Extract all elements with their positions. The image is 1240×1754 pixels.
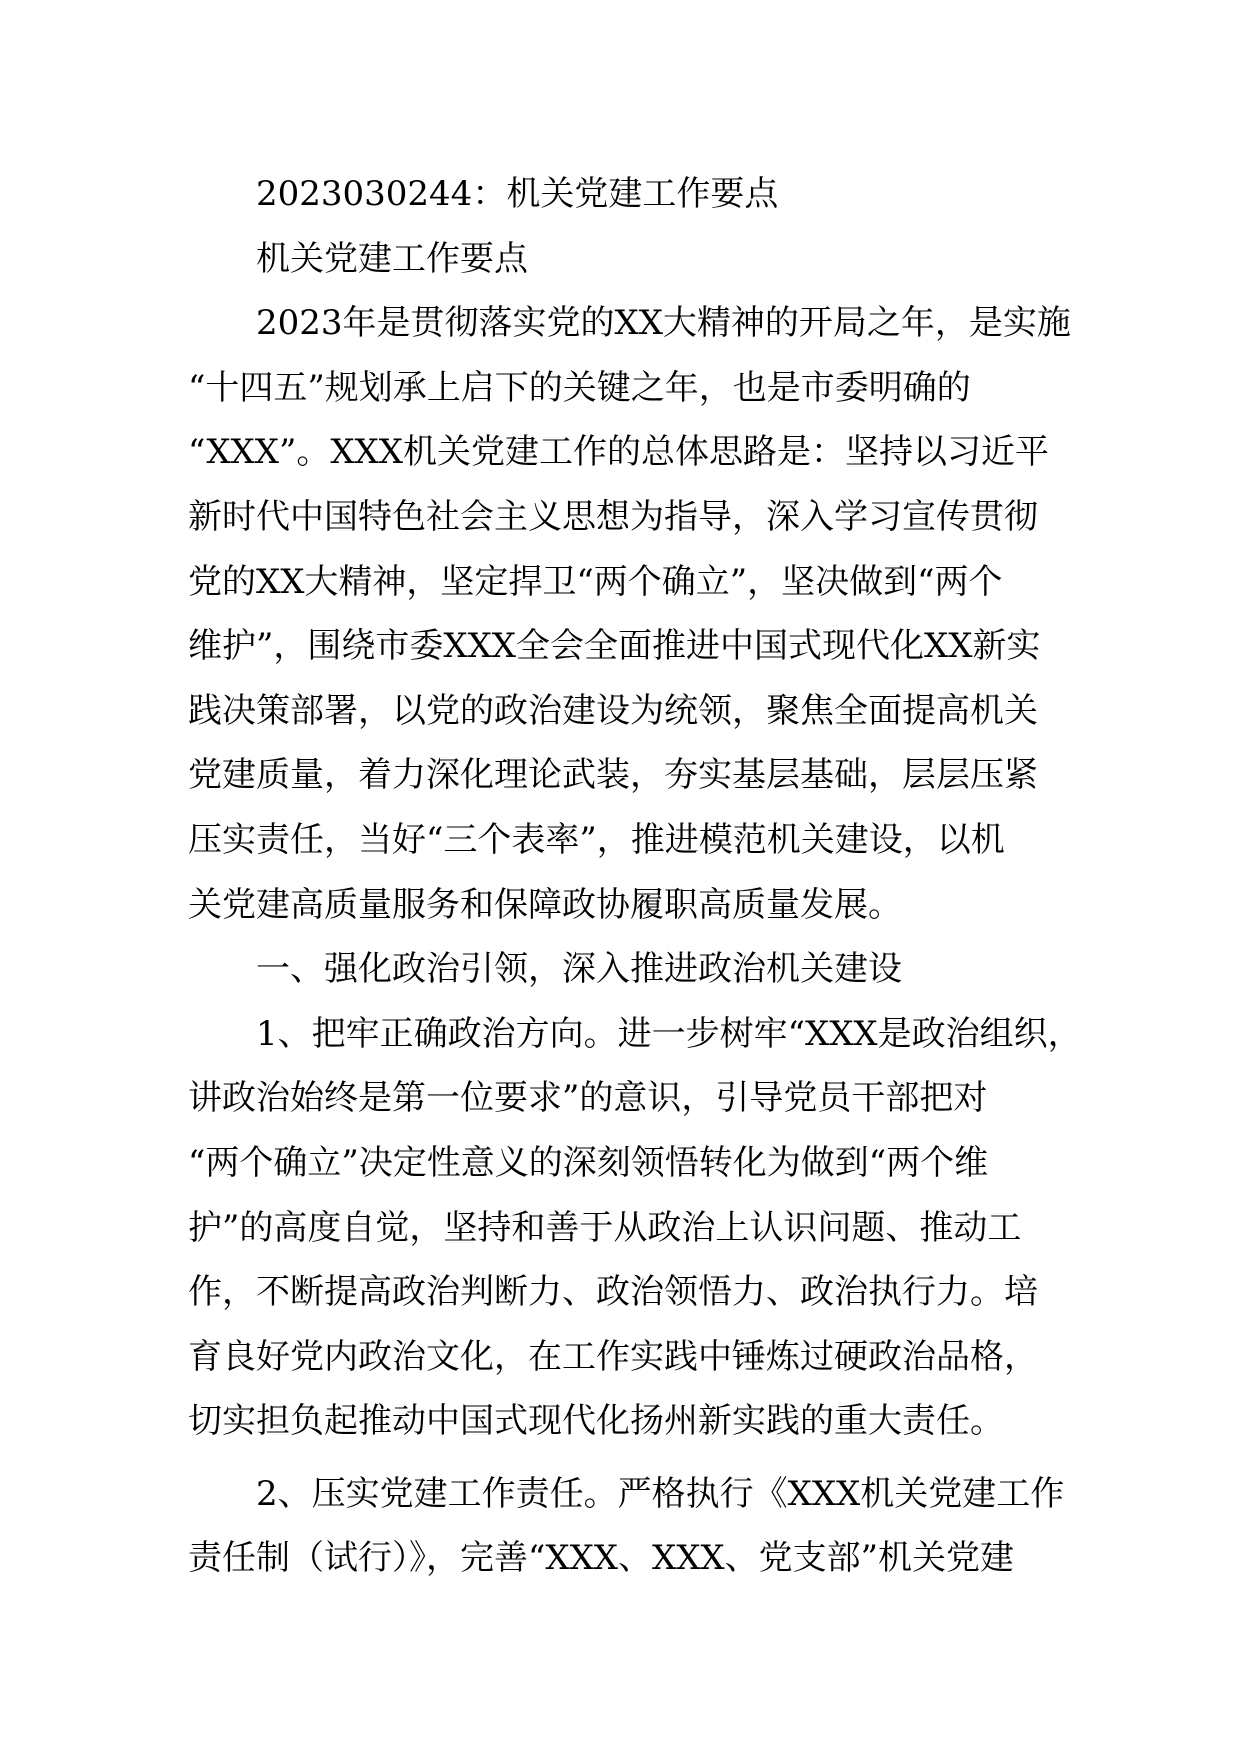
item-1-line: 1、把牢正确政治方向。进一步树牢“XXX是政治组织， <box>188 1013 1082 1054</box>
intro-line: 新时代中国特色社会主义思想为指导，深入学习宣传贯彻 <box>188 496 1038 537</box>
intro-line: 党的XX大精神，坚定捍卫“两个确立”，坚决做到“两个 <box>188 561 1003 602</box>
item-1-line: “两个确立”决定性意义的深刻领悟转化为做到“两个维 <box>188 1142 989 1183</box>
intro-line: 党建质量，着力深化理论武装，夯实基层基础，层层压紧 <box>188 755 1038 796</box>
item-1-line: 切实担负起推动中国式现代化扬州新实践的重大责任。 <box>188 1401 1004 1442</box>
item-1-line: 护”的高度自觉，坚持和善于从政治上认识问题、推动工 <box>188 1207 1022 1248</box>
item-2-line: 责任制（试行）》，完善“XXX、XXX、党支部”机关党建 <box>188 1538 1014 1579</box>
intro-line: 践决策部署，以党的政治建设为统领，聚焦全面提高机关 <box>188 690 1038 731</box>
document-body <box>188 162 1082 1591</box>
item-2-paragraph <box>188 1462 1065 1591</box>
section-heading: 一、强化政治引领，深入推进政治机关建设 <box>256 949 902 990</box>
item-2-line: 2、压实党建工作责任。严格执行《XXX机关党建工作 <box>188 1473 1065 1514</box>
intro-line: 维护”，围绕市委XXX全会全面推进中国式现代化XX新实 <box>188 626 1041 667</box>
intro-line: “十四五”规划承上启下的关键之年，也是市委明确的 <box>188 367 971 408</box>
doc-code-title: 2023030244：机关党建工作要点 <box>256 174 779 214</box>
intro-line: 压实责任，当好“三个表率”，推进模范机关建设，以机 <box>188 819 1005 860</box>
intro-paragraph <box>188 291 1071 937</box>
intro-line: 2023年是贯彻落实党的XX大精神的开局之年，是实施 <box>188 303 1071 344</box>
intro-line: 关党建高质量服务和保障政协履职高质量发展。 <box>188 884 902 925</box>
item-1-line: 作，不断提高政治判断力、政治领悟力、政治执行力。培 <box>188 1272 1038 1313</box>
item-1-line: 育良好党内政治文化，在工作实践中锤炼过硬政治品格， <box>188 1336 1038 1377</box>
item-1-line: 讲政治始终是第一位要求”的意识，引导党员干部把对 <box>188 1078 988 1119</box>
item-1-paragraph <box>188 1002 1082 1454</box>
doc-title: 机关党建工作要点 <box>256 238 528 279</box>
intro-line: “XXX”。XXX机关党建工作的总体思路是：坚持以习近平 <box>188 432 1049 473</box>
